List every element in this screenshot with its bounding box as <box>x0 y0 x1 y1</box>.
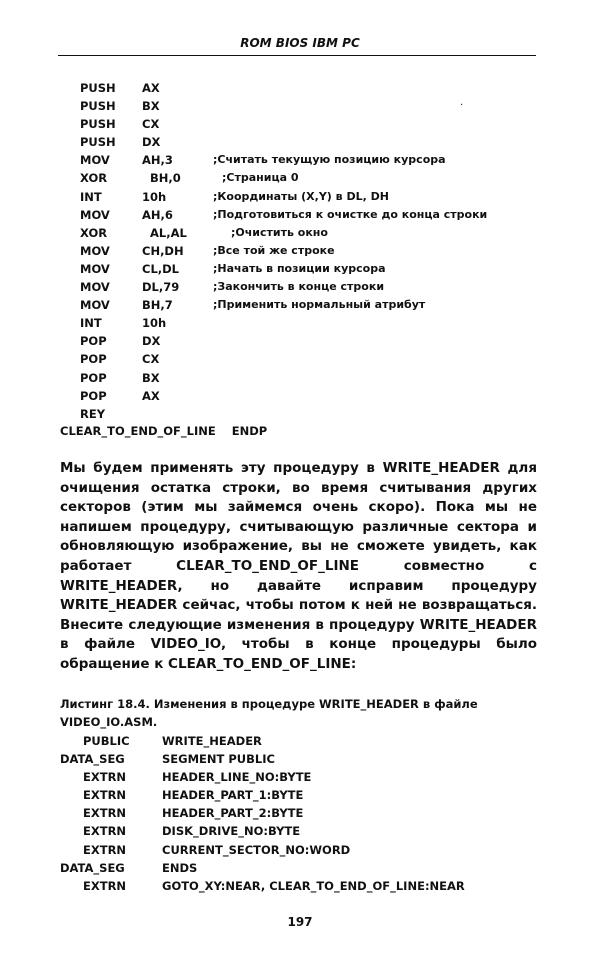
procedure-end-line: CLEAR_TO_END_OF_LINE ENDP <box>60 424 268 438</box>
directive: EXTRN <box>83 788 127 803</box>
operand: 10h <box>142 316 167 331</box>
operand: ENDS <box>162 860 198 875</box>
operand: CL,DL <box>142 261 180 276</box>
operand: HEADER_PART_1:BYTE <box>162 788 304 803</box>
directive: EXTRN <box>83 824 127 839</box>
directive: EXTRN <box>83 770 127 785</box>
operand: CX <box>142 117 160 132</box>
opcode: MOV <box>80 207 110 222</box>
operand: AH,6 <box>142 207 173 222</box>
opcode: PUSH <box>80 99 116 114</box>
operand: AH,3 <box>142 153 173 168</box>
directive: EXTRN <box>83 806 127 821</box>
operand: 10h <box>142 189 167 204</box>
operand: CX <box>142 352 160 367</box>
operand: HEADER_PART_2:BYTE <box>162 806 304 821</box>
comment: ;Считать текущую позицию курсора <box>213 153 446 167</box>
opcode: MOV <box>80 298 110 313</box>
page-number: 197 <box>287 915 313 929</box>
comment: ;Очистить окно <box>231 225 328 239</box>
operand: CH,DH <box>142 243 184 258</box>
operand: BX <box>142 99 160 114</box>
opcode: POP <box>80 334 107 349</box>
opcode: MOV <box>80 261 110 276</box>
opcode: MOV <box>80 243 110 258</box>
opcode: REY <box>80 406 106 421</box>
print-speck: · <box>460 100 464 111</box>
directive: PUBLIC <box>83 734 130 748</box>
comment: ;Закончить в конце строки <box>213 280 385 294</box>
header-rule <box>58 55 536 56</box>
operand: DL,79 <box>142 280 180 295</box>
directive: DATA_SEG <box>60 860 125 875</box>
operand: SEGMENT PUBLIC <box>162 752 275 767</box>
operand: DX <box>142 334 161 349</box>
directive: DATA_SEG <box>60 752 125 767</box>
opcode: PUSH <box>80 135 116 150</box>
opcode: POP <box>80 388 107 403</box>
comment: ;Все той же строке <box>213 243 335 257</box>
opcode: XOR <box>80 171 108 186</box>
opcode: INT <box>80 316 102 331</box>
comment: ;Подготовиться к очистке до конца строки <box>213 207 488 221</box>
operand: AX <box>142 81 160 95</box>
opcode: INT <box>80 189 102 204</box>
operand: DX <box>142 135 161 150</box>
opcode: PUSH <box>80 117 116 132</box>
operand: GOTO_XY:NEAR, CLEAR_TO_END_OF_LINE:NEAR <box>162 878 465 893</box>
operand: BX <box>142 370 160 385</box>
opcode: PUSH <box>80 81 116 95</box>
running-header: ROM BIOS IBM PC <box>240 36 360 50</box>
directive: EXTRN <box>83 842 127 857</box>
opcode: MOV <box>80 153 110 168</box>
operand: AX <box>142 388 160 403</box>
operand: AL,AL <box>150 225 187 240</box>
opcode: XOR <box>80 225 108 240</box>
operand: BH,7 <box>142 298 173 313</box>
opcode: POP <box>80 352 107 367</box>
comment: ;Координаты (X,Y) в DL, DH <box>213 189 389 203</box>
comment: ;Применить нормальный атрибут <box>213 298 426 312</box>
comment: ;Начать в позиции курсора <box>213 261 386 275</box>
operand: WRITE_HEADER <box>162 734 262 748</box>
body-paragraph: Мы будем применять эту процедуру в WRITE_HEADER для очищения остатка строки, во время считывания других секторов (этим мы займемся очень скоро). Пока мы не напишем процедуру, считывающую различные сектора и обновляющую изображение, вы не сможете увидеть, как работает CLEAR_TO_END_OF_LINE совместно с WRITE_HEADER, но давайте исправим процедуру WRITE_HEADER сейчас, чтобы потом к ней не возвращаться. Внесите следующие изменения в процедуру WRITE_HEADER в файле VIDEO_IO, чтобы в конце процедуры было обращение к CLEAR_TO_END_OF_LINE: <box>60 460 537 672</box>
listing-caption: Листинг 18.4. Изменения в процедуре WRITE_HEADER в файле VIDEO_IO.ASM. <box>60 697 478 729</box>
operand: BH,0 <box>150 171 181 186</box>
operand: HEADER_LINE_NO:BYTE <box>162 770 312 785</box>
opcode: MOV <box>80 280 110 295</box>
opcode: POP <box>80 370 107 385</box>
directive: EXTRN <box>83 878 127 893</box>
operand: CURRENT_SECTOR_NO:WORD <box>162 842 351 857</box>
operand: DISK_DRIVE_NO:BYTE <box>162 824 301 839</box>
comment: ;Страница 0 <box>222 171 299 185</box>
